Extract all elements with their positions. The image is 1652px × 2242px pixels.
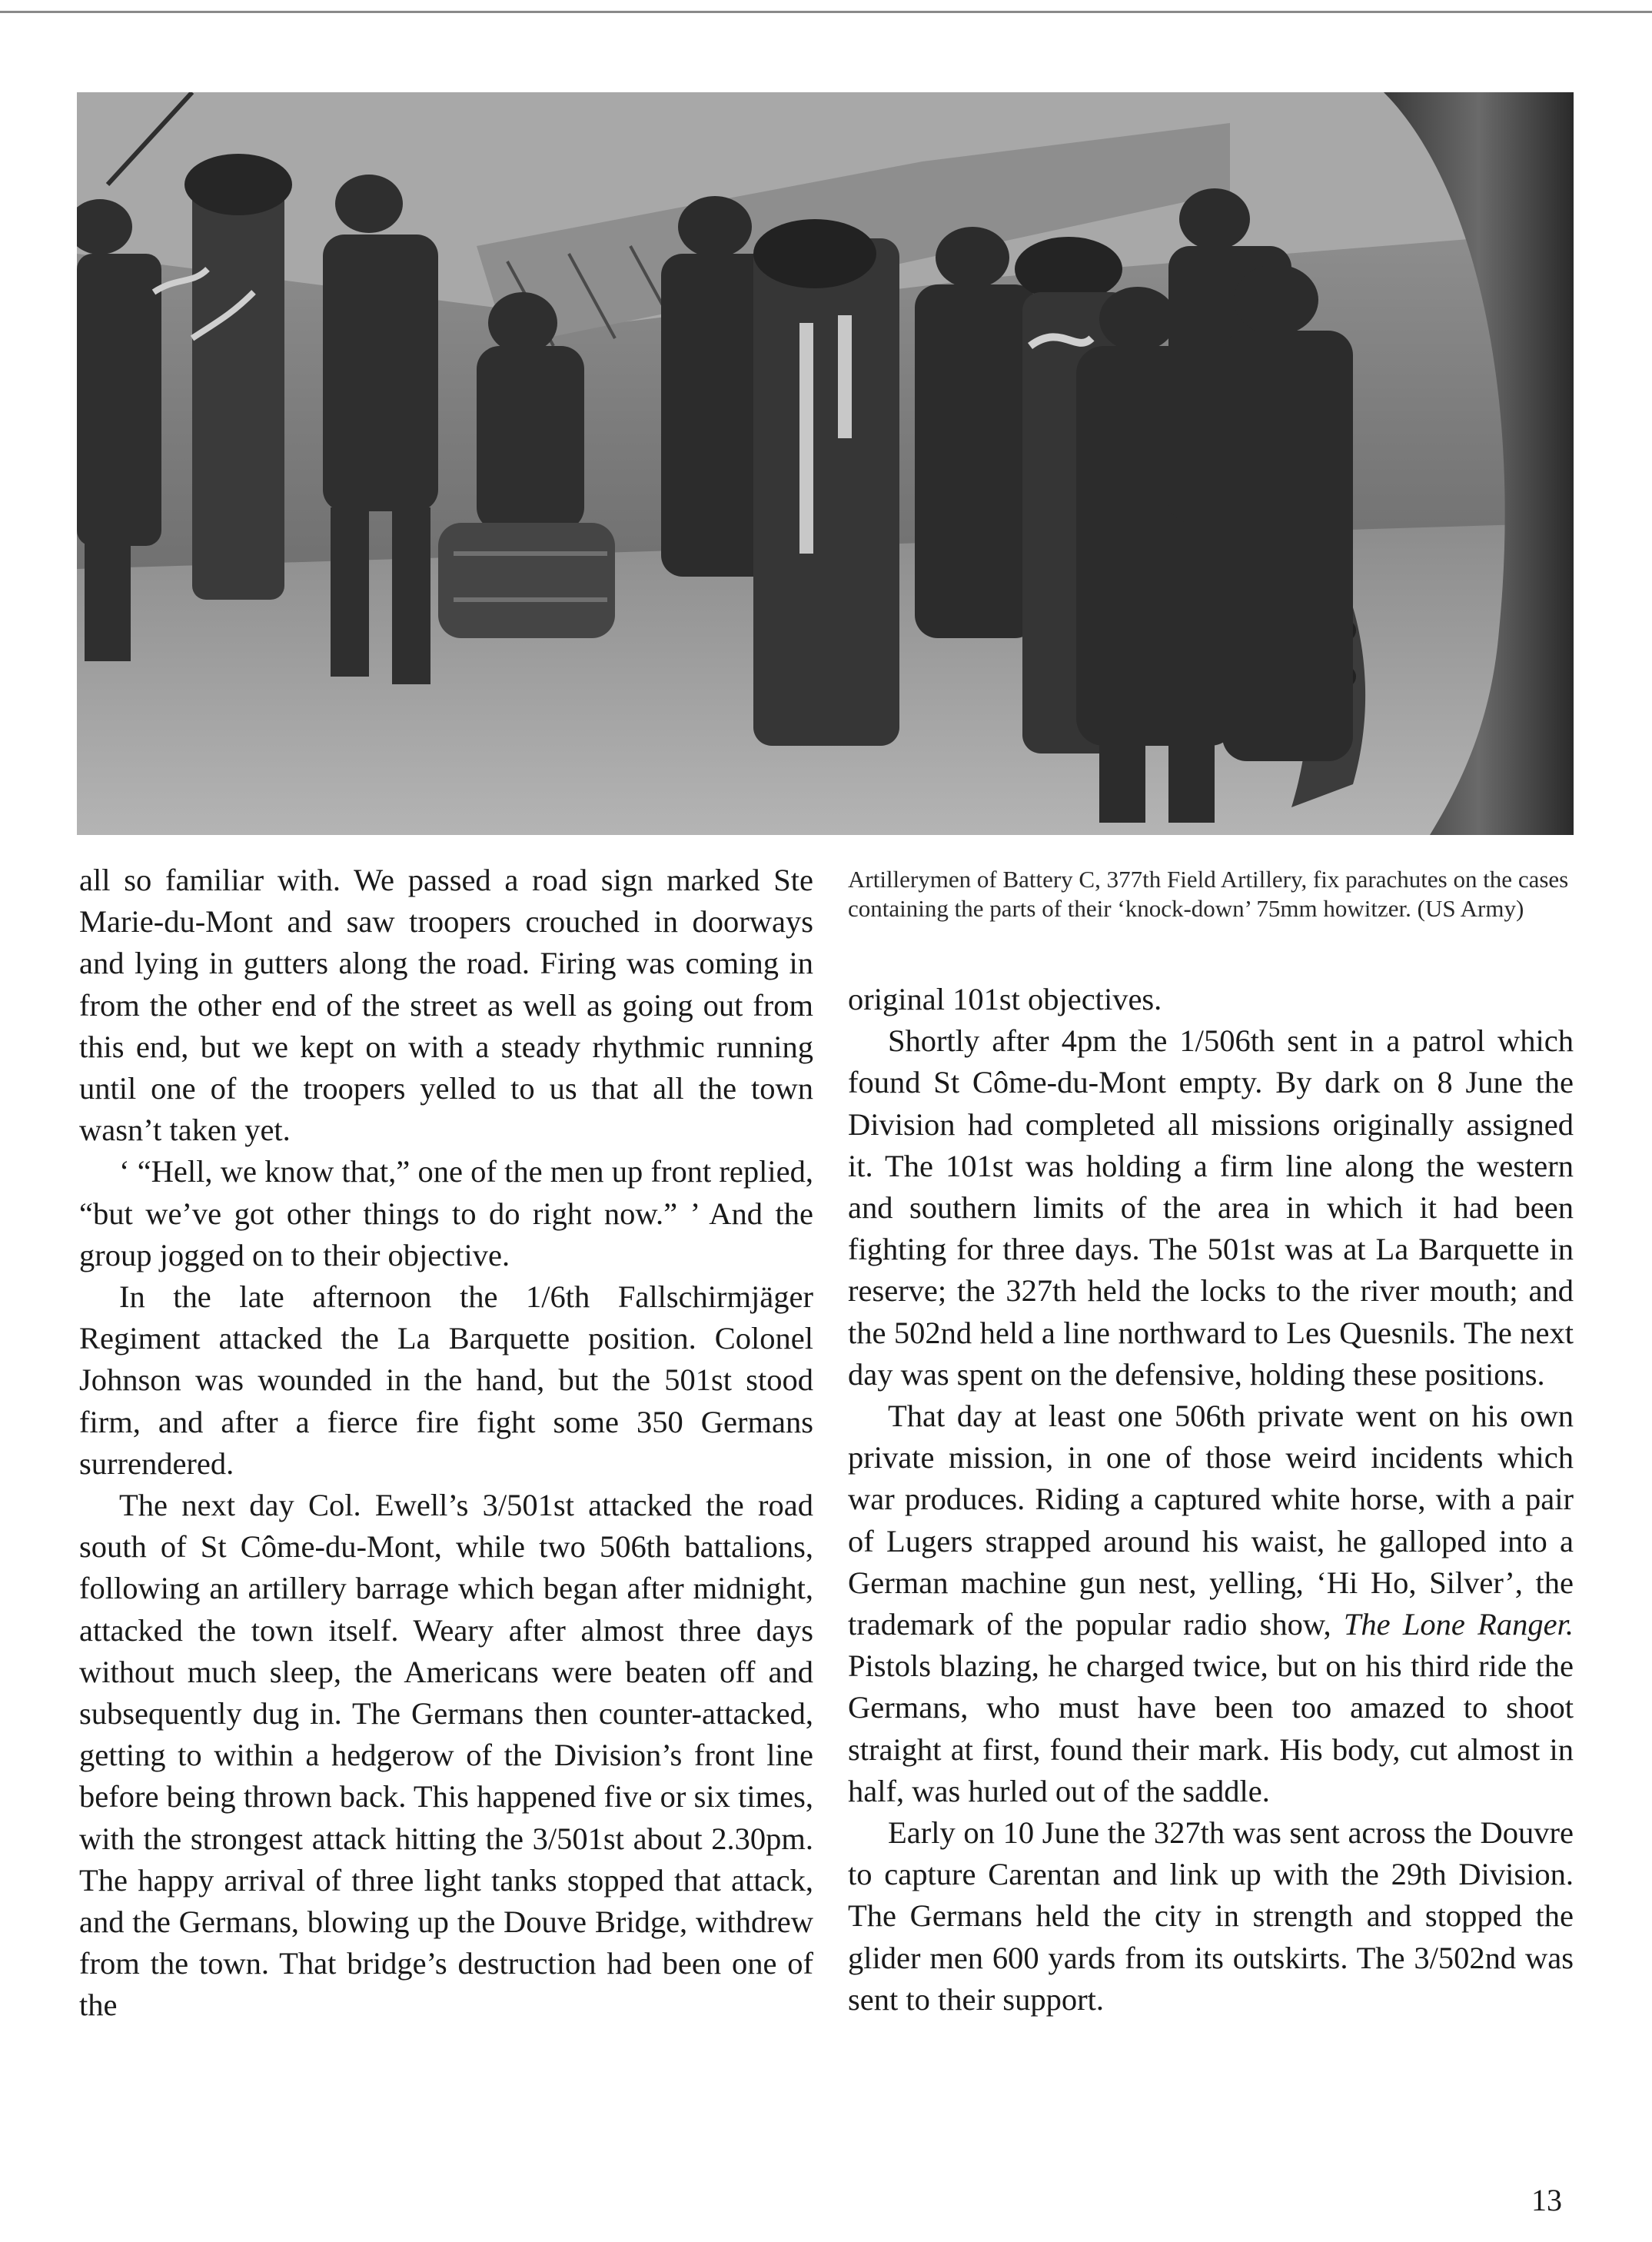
left-paragraph-4: The next day Col. Ewell’s 3/501st attacked the road south of St Côme-du-Mont, while two 506th battalions, following an artillery barrage which began after midnight, attacked the town itself. Weary after almost three days without much sleep, the Americans were beaten off and subsequently dug in. The Germans then counter-attacked, getting to within a hedgerow of the Division’s front line before being thrown back. This happened five or six times, with the strongest attack hitting the 3/501st about 2.30pm. The happy arrival of three light tanks stopped that attack, and the Germans, blowing up the Douve Bridge, withdrew from the town. That bridge’s destruction had been one of the <box>79 1488 813 2023</box>
paratroopers-photo <box>77 92 1574 835</box>
page-number: 13 <box>1531 2183 1562 2217</box>
photo-caption <box>848 865 1574 923</box>
left-paragraph-1: all so familiar with. We passed a road sign marked Ste Marie-du-Mont and saw troopers crouched in doorways and lying in gutters along the road. Firing was coming in from the other end of the street as well as going out from this end, but we kept on with a steady rhythmic running until one of the troopers yelled to us that all the town wasn’t taken yet. <box>79 863 813 1148</box>
right-column <box>848 979 1574 2021</box>
radio-show-title: The Lone Ranger. <box>1343 1607 1574 1642</box>
top-rule <box>0 11 1652 13</box>
right-paragraph-3-before: That day at least one 506th private went on his own private mission, in one of those weird incidents which war produces. Riding a captured white horse, with a pair of Lugers strapped around his waist, he galloped into a German machine gun nest, yelling, ‘Hi Ho, Silver’, the trademark of the popular radio show, <box>848 1399 1574 1642</box>
right-paragraph-3 <box>848 1395 1574 1812</box>
right-paragraph-1: original 101st objectives. <box>848 982 1162 1016</box>
caption-text: Artillerymen of Battery C, 377th Field Artillery, fix parachutes on the cases containing the parts of their ‘knock-down’ 75mm howitzer. (US Army) <box>848 866 1569 922</box>
left-paragraph-2: ‘ “Hell, we know that,” one of the men up front replied, “but we’ve got other things to do right now.” ’ And the group jogged on to their objective. <box>79 1154 813 1272</box>
right-paragraph-3-after: Pistols blazing, he charged twice, but on his third ride the Germans, who must have been too amazed to shoot straight at first, found their mark. His body, cut almost in half, was hurled out of the saddle. <box>848 1648 1574 1808</box>
right-paragraph-4: Early on 10 June the 327th was sent across the Douvre to capture Carentan and link up with the 29th Division. The Germans held the city in strength and stopped the glider men 600 yards from its outskirts. The 3/502nd was sent to their support. <box>848 1815 1574 2017</box>
photo <box>77 92 1574 835</box>
left-paragraph-3: In the late afternoon the 1/6th Fallschirmjäger Regiment attacked the La Barquette position. Colonel Johnson was wounded in the hand, but the 501st stood firm, and after a fierce fire fight some 350 Germans surrendered. <box>79 1279 813 1481</box>
right-paragraph-2: Shortly after 4pm the 1/506th sent in a patrol which found St Côme-du-Mont empty. By dark on 8 June the Division had completed all missions originally assigned it. The 101st was holding a firm line along the western and southern limits of the area in which it had been fighting for three days. The 501st was at La Barquette in reserve; the 327th held the locks to the river mouth; and the 502nd held a line northward to Les Quesnils. The next day was spent on the defensive, holding these positions. <box>848 1023 1574 1392</box>
left-column <box>79 860 813 2027</box>
